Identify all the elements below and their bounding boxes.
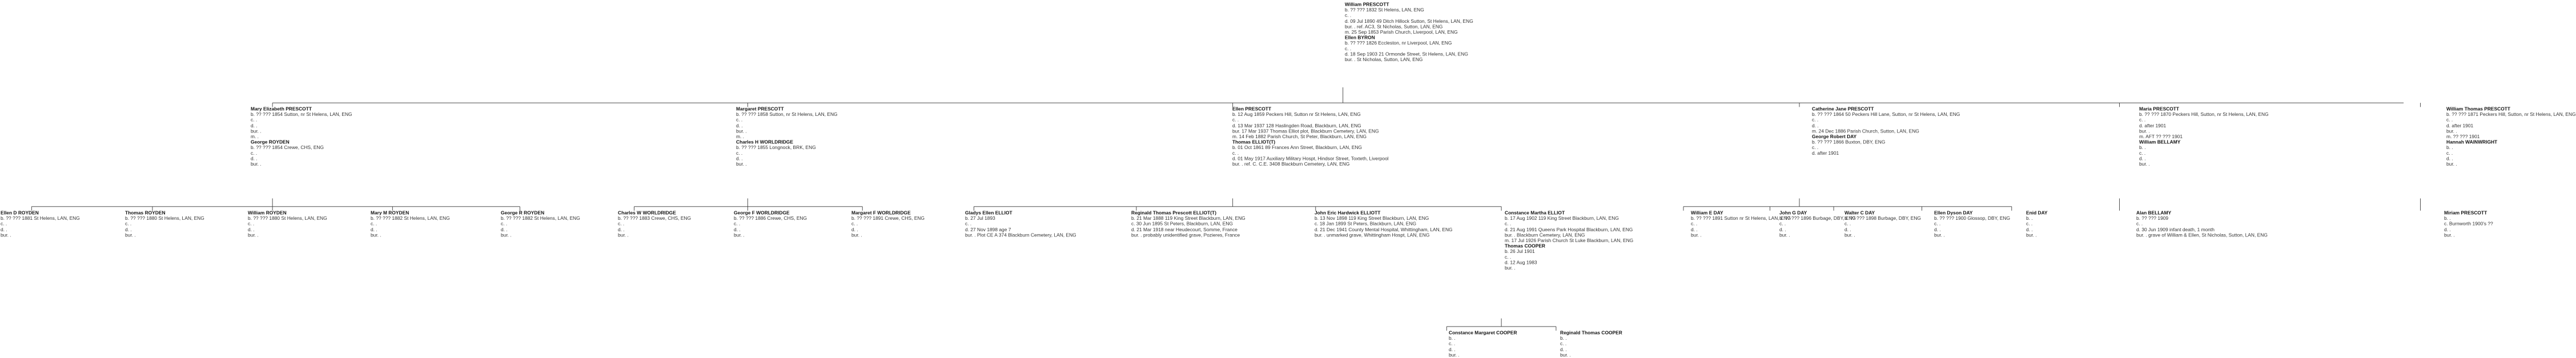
person-name: Constance Margaret COOPER	[1448, 331, 1517, 336]
spouse-fact: b. .	[2139, 145, 2146, 151]
spouse-name: George Robert DAY	[1811, 134, 1856, 140]
spouse-name: Charles H WORLDRIDGE	[736, 140, 794, 145]
person-card-g3[interactable]	[248, 211, 327, 238]
person-fact: c. .	[734, 222, 741, 227]
person-fact: c. .	[617, 222, 625, 227]
person-card-g16[interactable]	[1934, 211, 2010, 238]
person-fact: b. ?? ??? 1854 Sutton, nr St Helens, LAN, ENG	[250, 112, 352, 118]
person-name: Enid DAY	[2026, 210, 2048, 216]
spouse-fact: bur. .	[2139, 162, 2150, 167]
person-fact: c. 30 Jun 1895 St Peters, Blackburn, LAN, ENG	[1131, 222, 1233, 227]
spouse-fact: bur. . St Nicholas, Sutton, LAN, ENG	[1345, 57, 1423, 63]
person-fact: d. 30 Jun 1909 infant death, 1 month	[2136, 227, 2215, 232]
spouse-fact: b. 01 Oct 1861 89 Frances Ann Street, Blackburn, LAN, ENG	[1232, 145, 1363, 151]
person-card-root[interactable]	[1345, 2, 1473, 63]
person-fact: d. .	[851, 227, 858, 232]
spouse-fact: c. .	[2139, 151, 2145, 156]
person-fact: m. ?? ??? 1901	[2446, 134, 2480, 140]
person-fact: b. ?? ??? 1882 St Helens, LAN, ENG	[371, 216, 450, 222]
person-name: John G DAY	[1779, 210, 1807, 216]
spouse-fact: c. .	[1232, 151, 1239, 156]
person-fact: bur. .	[248, 232, 259, 238]
person-fact: d. .	[125, 227, 132, 232]
person-fact: bur. .	[617, 232, 629, 238]
person-fact: c. .	[125, 222, 132, 227]
spouse-fact: d. .	[2139, 156, 2146, 162]
person-fact: d. .	[617, 227, 625, 232]
person-name: Alan BELLAMY	[2136, 210, 2172, 216]
person-card-g15[interactable]	[1844, 211, 1921, 238]
person-fact: c. .	[1844, 222, 1851, 227]
person-fact: b. 12 Aug 1859 Peckers Hill, Sutton nr St Helens, LAN, ENG	[1232, 112, 1361, 118]
person-card-g2[interactable]	[125, 211, 204, 238]
person-fact: m. .	[736, 134, 745, 140]
person-fact: d. 21 Mar 1918 near Heudecourt, Somme, France	[1131, 227, 1237, 232]
person-fact: d. .	[1811, 123, 1819, 129]
person-fact: d. .	[1560, 347, 1568, 352]
person-fact: d. .	[1779, 227, 1786, 232]
person-fact: d. .	[250, 123, 258, 129]
person-name: Reginald Thomas COOPER	[1560, 331, 1623, 336]
person-card-g5[interactable]	[501, 211, 580, 238]
person-fact: b. .	[1560, 336, 1568, 341]
person-name: William E DAY	[1690, 210, 1723, 216]
person-fact: b. .	[2026, 216, 2033, 222]
spouse-fact: c. .	[736, 151, 743, 156]
person-card-g6[interactable]	[618, 211, 691, 238]
person-fact: b. 27 Jul 1893	[965, 216, 995, 222]
person-card-g13[interactable]	[1691, 211, 1791, 238]
person-fact: b. .	[1448, 336, 1456, 341]
person-fact: b. ?? ??? 1909	[2136, 216, 2169, 222]
person-fact: b. ?? ??? 1896 Burbage, DBY, ENG	[1779, 216, 1856, 222]
spouse-fact: b. ?? ??? 1854 Crewe, CHS, ENG	[250, 145, 324, 151]
person-fact: bur. . probably unidentified grave, Pozieres, France	[1131, 232, 1240, 238]
person-fact: bur. .	[1690, 232, 1702, 238]
person-name: Reginald Thomas Prescott ELLIOT(T)	[1131, 210, 1216, 216]
person-fact: bur. .	[250, 128, 262, 134]
spouse-fact: c. .	[250, 151, 257, 156]
person-fact: c. .	[1448, 341, 1455, 347]
person-fact: bur. . unmarked grave, Whittingham Hospt, LAN, ENG	[1314, 232, 1430, 238]
person-fact: c. .	[2446, 118, 2453, 123]
spouse-fact: d. .	[2446, 156, 2454, 162]
person-fact: b. ?? ??? 1898 Burbage, DBY, ENG	[1844, 216, 1921, 222]
person-fact: c. 18 Jan 1899 St Peters, Blackburn, LAN, ENG	[1314, 222, 1416, 227]
spouse-fact: bur. .	[1504, 266, 1516, 271]
person-fact: b. ?? ??? 1883 Crewe, CHS, ENG	[617, 216, 691, 222]
person-fact: d. .	[2026, 227, 2033, 232]
person-fact: bur. .	[1934, 232, 1946, 238]
spouse-fact: bur. . ref. C. C.E. 3408 Blackburn Cemetery, LAN, ENG	[1232, 162, 1350, 167]
person-name: Walter C DAY	[1844, 210, 1875, 216]
person-fact: d. .	[734, 227, 741, 232]
person-fact: bur. .	[2026, 232, 2037, 238]
spouse-fact: bur. .	[736, 162, 748, 167]
person-fact: d. .	[1844, 227, 1851, 232]
person-fact: b. 17 Aug 1902 119 King Street Blackburn, LAN, ENG	[1504, 216, 1619, 222]
person-fact: bur. 17 Mar 1937 Thomas Elliot plot, Blackburn Cemetery, LAN, ENG	[1232, 128, 1379, 134]
person-fact: c. .	[250, 118, 257, 123]
person-fact: c. .	[1560, 341, 1567, 347]
person-fact: d. .	[248, 227, 255, 232]
person-fact: d. .	[1934, 227, 1942, 232]
person-fact: c. .	[851, 222, 858, 227]
person-fact: c. .	[965, 222, 972, 227]
person-card-c1[interactable]	[251, 107, 352, 167]
person-fact: bur. .	[851, 232, 862, 238]
person-fact: c. .	[2136, 222, 2143, 227]
person-fact: m. AFT ?? ??? 1901	[2139, 134, 2183, 140]
person-name: Mary Elizabeth PRESCOTT	[250, 107, 312, 112]
spouse-fact: b. .	[2446, 145, 2454, 151]
person-fact: bur. .	[734, 232, 745, 238]
person-fact: m. 17 Jul 1926 Parish Church St Luke Blackburn, LAN, ENG	[1504, 238, 1633, 243]
person-fact: m. 25 Sep 1853 Parish Church, Liverpool, LAN, ENG	[1345, 30, 1458, 35]
person-fact: c. .	[2026, 222, 2033, 227]
person-fact: c. .	[736, 118, 743, 123]
person-name: William Thomas PRESCOTT	[2446, 107, 2511, 112]
person-fact: bur. . Blackburn Cemetery, LAN, ENG	[1504, 232, 1585, 238]
person-name: William ROYDEN	[248, 210, 287, 216]
person-card-g19[interactable]	[2444, 211, 2493, 238]
spouse-name: George ROYDEN	[250, 140, 290, 145]
person-fact: b. ?? ??? 1864 50 Peckers Hill Lane, Sutton, nr St Helens, LAN, ENG	[1811, 112, 1960, 118]
person-name: Gladys Ellen ELLIOT	[965, 210, 1012, 216]
person-fact: bur. .	[1560, 352, 1572, 358]
person-fact: b. ?? ??? 1832 St Helens, LAN, ENG	[1345, 7, 1425, 13]
person-name: William PRESCOTT	[1345, 2, 1389, 8]
person-fact: c. .	[1690, 222, 1697, 227]
person-fact: b. ?? ??? 1886 Crewe, CHS, ENG	[734, 216, 807, 222]
person-name: George F WORLDRIDGE	[734, 210, 790, 216]
person-card-c3[interactable]	[1232, 107, 1389, 167]
person-fact: c. .	[1504, 222, 1511, 227]
person-fact: b. ?? ??? 1870 Peckers Hill, Sutton, nr St Helens, LAN, ENG	[2139, 112, 2269, 118]
spouse-fact: d. 12 Aug 1983	[1504, 260, 1537, 266]
person-fact: bur. .	[2446, 128, 2458, 134]
person-card-gg2[interactable]	[1560, 331, 1622, 358]
person-fact: b. 21 Mar 1888 119 King Street Blackburn, LAN, ENG	[1131, 216, 1245, 222]
person-fact: d. .	[1690, 227, 1698, 232]
person-fact: bur. .	[2139, 128, 2150, 134]
person-card-g17[interactable]	[2026, 211, 2048, 238]
person-fact: c. .	[1779, 222, 1786, 227]
spouse-fact: c. .	[1811, 145, 1818, 151]
person-card-g8[interactable]	[851, 211, 925, 238]
spouse-name: Hannah WAINWRIGHT	[2446, 140, 2498, 145]
person-fact: c. .	[1934, 222, 1941, 227]
spouse-fact: b. ?? ??? 1826 Eccleston, nr Liverpool, LAN, ENG	[1345, 41, 1452, 46]
person-card-g1[interactable]	[1, 211, 80, 238]
person-name: Catherine Jane PRESCOTT	[1811, 107, 1874, 112]
spouse-name: Thomas COOPER	[1504, 243, 1545, 249]
person-fact: bur. .	[1779, 232, 1790, 238]
person-fact: d. after 1901	[2446, 123, 2474, 129]
spouse-fact: bur. .	[250, 162, 262, 167]
person-name: Charles W WORLDRIDGE	[617, 210, 676, 216]
person-name: Constance Martha ELLIOT	[1504, 210, 1565, 216]
person-card-g9[interactable]	[965, 211, 1076, 238]
person-name: Margaret PRESCOTT	[736, 107, 785, 112]
person-fact: d. 27 Nov 1898 age 7	[965, 227, 1011, 232]
person-fact: b. ?? ??? 1882 St Helens, LAN, ENG	[501, 216, 580, 222]
spouse-name: Ellen BYRON	[1345, 35, 1376, 41]
person-fact: b. ?? ??? 1891 Sutton nr St Helens, LAN, ENG	[1690, 216, 1791, 222]
spouse-fact: b. ?? ??? 1866 Buxton, DBY, ENG	[1811, 140, 1885, 145]
person-fact: c. .	[248, 222, 255, 227]
person-name: John Eric Hardwick ELLIOTT	[1314, 210, 1381, 216]
person-fact: m. 14 Feb 1882 Parish Church, St Peter, Blackburn, LAN, ENG	[1232, 134, 1367, 140]
person-fact: c. .	[2139, 118, 2145, 123]
spouse-fact: d. 01 May 1917 Auxiliary Military Hospt, Hindsor Street, Toxteth, Liverpool	[1232, 156, 1389, 162]
person-fact: d. .	[736, 123, 744, 129]
spouse-fact: d. .	[250, 156, 258, 162]
spouse-fact: c. .	[1504, 255, 1511, 260]
person-card-g7[interactable]	[734, 211, 807, 238]
person-name: Ellen PRESCOTT	[1232, 107, 1272, 112]
person-card-c2[interactable]	[736, 107, 838, 167]
spouse-name: William BELLAMY	[2139, 140, 2180, 145]
person-name: Maria PRESCOTT	[2139, 107, 2179, 112]
person-fact: c. .	[371, 222, 377, 227]
spouse-fact: d. after 1901	[1811, 151, 1839, 156]
person-name: George R ROYDEN	[501, 210, 545, 216]
person-fact: m. 24 Dec 1886 Parish Church, Sutton, LAN, ENG	[1811, 128, 1919, 134]
person-name: Ellen Dyson DAY	[1934, 210, 1973, 216]
person-card-c5[interactable]	[2139, 107, 2269, 167]
person-fact: c. .	[1232, 118, 1239, 123]
person-fact: d. .	[1448, 347, 1456, 352]
person-fact: bur. .	[1448, 352, 1460, 358]
person-fact: d. 21 Aug 1991 Queens Park Hospital Blackburn, LAN, ENG	[1504, 227, 1633, 232]
person-fact: d. 09 Jul 1890 49 Ditch Hillock Sutton, St Helens, LAN, ENG	[1345, 19, 1474, 25]
person-fact: b. ?? ??? 1891 Crewe, CHS, ENG	[851, 216, 925, 222]
person-card-g4[interactable]	[371, 211, 450, 238]
person-fact: bur. .	[371, 232, 381, 238]
person-fact: b. .	[2444, 216, 2451, 222]
spouse-fact: c. .	[1345, 46, 1352, 52]
spouse-fact: d. 18 Sep 1903 21 Ormonde Street, St Helens, LAN, ENG	[1345, 52, 1469, 57]
person-card-c6[interactable]	[2446, 107, 2576, 167]
person-fact: c. Burnworth 1900's ??	[2444, 222, 2493, 227]
person-fact: bur. . ref. AC3, St Nicholas, Sutton, LAN, ENG	[1345, 24, 1443, 30]
person-fact: bur. .	[2444, 232, 2455, 238]
person-fact: d. .	[1, 227, 8, 232]
person-fact: b. ?? ??? 1880 St Helens, LAN, ENG	[248, 216, 328, 222]
person-fact: bur. .	[736, 128, 748, 134]
person-name: Mary M ROYDEN	[371, 210, 409, 216]
spouse-name: Thomas ELLIOT(T)	[1232, 140, 1276, 145]
person-fact: d. after 1901	[2139, 123, 2166, 129]
person-fact: bur. .	[1844, 232, 1855, 238]
person-fact: c. .	[1345, 13, 1352, 19]
person-fact: c. .	[1, 222, 7, 227]
person-fact: d. .	[501, 227, 508, 232]
person-fact: b. ?? ??? 1858 Sutton, nr St Helens, LAN, ENG	[736, 112, 838, 118]
person-fact: d. 21 Dec 1941 County Mental Hospital, Whittingham, LAN, ENG	[1314, 227, 1453, 232]
person-fact: bur. .	[125, 232, 136, 238]
person-name: Thomas ROYDEN	[125, 210, 166, 216]
person-card-g12[interactable]	[1505, 211, 1633, 271]
person-card-g11[interactable]	[1315, 211, 1453, 238]
person-name: Miriam PRESCOTT	[2444, 210, 2487, 216]
person-card-g10[interactable]	[1131, 211, 1245, 238]
person-fact: bur. .	[501, 232, 512, 238]
person-fact: bur. . grave of William & Ellen, St Nicholas, Sutton, LAN, ENG	[2136, 232, 2268, 238]
person-card-gg1[interactable]	[1449, 331, 1517, 358]
person-fact: b. ?? ??? 1880 St Helens, LAN, ENG	[125, 216, 205, 222]
person-fact: b. ?? ??? 1900 Glossop, DBY, ENG	[1934, 216, 2011, 222]
person-card-c4[interactable]	[1812, 107, 1960, 156]
spouse-fact: bur. .	[2446, 162, 2458, 167]
person-fact: d. 13 Mar 1937 128 Haslingden Road, Blackburn, LAN, ENG	[1232, 123, 1361, 129]
person-fact: c. .	[1811, 118, 1818, 123]
person-card-g18[interactable]	[2136, 211, 2268, 238]
person-fact: b. 13 Nov 1898 119 King Street Blackburn, LAN, ENG	[1314, 216, 1429, 222]
person-fact: b. ?? ??? 1871 Peckers Hill, Sutton, nr St Helens, LAN, ENG	[2446, 112, 2576, 118]
spouse-fact: c. .	[2446, 151, 2453, 156]
person-fact: bur. .	[1, 232, 12, 238]
spouse-fact: b. 26 Jul 1901	[1504, 249, 1535, 255]
person-name: Margaret F WORLDRIDGE	[851, 210, 911, 216]
spouse-fact: b. ?? ??? 1855 Longnock, BRK, ENG	[736, 145, 817, 151]
person-fact: d. .	[2444, 227, 2451, 232]
person-fact: m. .	[250, 134, 259, 140]
person-fact: c. .	[501, 222, 508, 227]
person-fact: b. ?? ??? 1881 St Helens, LAN, ENG	[1, 216, 81, 222]
person-name: Ellen D ROYDEN	[1, 210, 39, 216]
spouse-fact: d. .	[736, 156, 744, 162]
person-fact: d. .	[371, 227, 377, 232]
person-fact: bur. . Plot CE A 374 Blackburn Cemetery, LAN, ENG	[965, 232, 1076, 238]
